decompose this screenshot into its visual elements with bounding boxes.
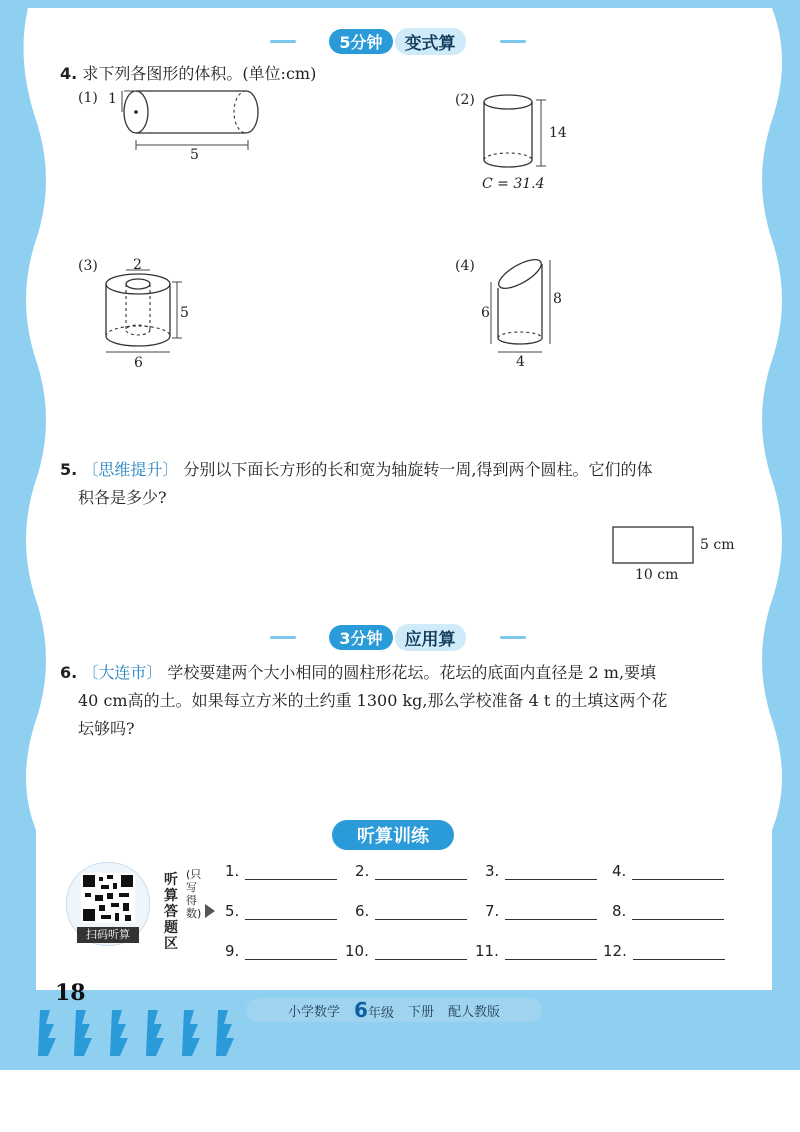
- question-number: 6.: [60, 663, 78, 682]
- question-6: [60, 659, 750, 743]
- question-text-line3: 坛够吗?: [78, 719, 135, 738]
- fig3-hollow-cylinder: [100, 268, 190, 360]
- q5-rectangle: [612, 526, 696, 566]
- question-5: [60, 456, 740, 512]
- fig2-height: 14: [549, 125, 567, 141]
- question-tag: 〔思维提升〕: [82, 460, 179, 479]
- q5-width-label: 5 cm: [700, 537, 735, 553]
- fig2-circumference: C = 31.4: [482, 176, 545, 192]
- fig3-inner: 2: [133, 257, 142, 273]
- answer-blank-7[interactable]: 7.: [485, 902, 597, 920]
- fig4-cut-cylinder: [488, 252, 568, 356]
- question-text-line1: 分别以下面长方形的长和宽为轴旋转一周,得到两个圆柱。它们的体: [183, 460, 653, 479]
- qr-caption: 扫码听算: [77, 927, 139, 943]
- fig4-tall: 8: [553, 291, 562, 307]
- footer-banner: [246, 998, 542, 1022]
- footer-grade: 年级: [367, 1006, 394, 1021]
- answer-blank-10[interactable]: 10.: [345, 942, 467, 960]
- banner-title: 应用算: [395, 624, 466, 651]
- banner-minutes: 3分钟: [329, 625, 392, 650]
- banner-dash-right: [500, 636, 526, 639]
- fig3-label: (3): [78, 258, 98, 274]
- question-text-line1: 学校要建两个大小相同的圆柱形花坛。花坛的底面内直径是 2 m,要填: [167, 663, 657, 682]
- answer-blank-8[interactable]: 8.: [612, 902, 724, 920]
- answer-blank-4[interactable]: 4.: [612, 862, 724, 880]
- answer-blank-1[interactable]: 1.: [225, 862, 337, 880]
- fig3-outer: 6: [134, 355, 143, 371]
- banner-minutes: 5分钟: [329, 29, 392, 54]
- qr-code-icon: [81, 873, 135, 923]
- listening-title: 听算训练: [332, 820, 454, 850]
- banner-dash-left: [270, 636, 296, 639]
- fig1-length: 5: [190, 147, 199, 163]
- footer-subject: 小学数学: [288, 1004, 341, 1020]
- banner-dash-right: [500, 40, 526, 43]
- q5-length-label: 10 cm: [635, 567, 679, 583]
- answer-blank-2[interactable]: 2.: [355, 862, 467, 880]
- qr-area[interactable]: [66, 862, 150, 946]
- footer-volume: 下册: [407, 1004, 434, 1020]
- answer-area-label: 听算答题区: [164, 872, 178, 952]
- page-number: 18: [55, 980, 86, 1006]
- question-text-line2: 40 cm高的土。如果每立方米的土约重 1300 kg,那么学校准备 4 t 的土填这两个花: [78, 691, 668, 710]
- question-tag: 〔大连市〕: [82, 663, 163, 682]
- arrow-right-icon: [205, 904, 215, 918]
- question-4: [60, 60, 316, 88]
- answer-blank-5[interactable]: 5.: [225, 902, 337, 920]
- banner-title: 变式算: [395, 28, 466, 55]
- fig1-cylinder: [110, 85, 270, 155]
- fig2-cylinder: [478, 90, 558, 172]
- banner-dash-left: [270, 40, 296, 43]
- section-banner-apply: [300, 624, 495, 650]
- answer-blank-3[interactable]: 3.: [485, 862, 597, 880]
- answer-note: (只写得数): [186, 868, 202, 920]
- fig4-diameter: 4: [516, 354, 525, 370]
- question-number: 5.: [60, 460, 78, 479]
- fig4-short: 6: [481, 305, 490, 321]
- fig1-radius: 1: [108, 91, 117, 107]
- question-text: 求下列各图形的体积。(单位:cm): [82, 64, 317, 83]
- answer-blank-11[interactable]: 11.: [475, 942, 597, 960]
- section-banner-variant: [300, 28, 495, 54]
- fig3-height: 5: [180, 305, 189, 321]
- footer-edition: 配人教版: [447, 1004, 500, 1020]
- footer-grade-number: 6: [354, 998, 368, 1022]
- fig2-label: (2): [455, 92, 475, 108]
- question-number: 4.: [60, 64, 78, 83]
- question-text-line2: 积各是多少?: [78, 488, 167, 507]
- fig1-label: (1): [78, 90, 98, 106]
- fig4-label: (4): [455, 258, 475, 274]
- answer-blank-9[interactable]: 9.: [225, 942, 337, 960]
- answer-blank-6[interactable]: 6.: [355, 902, 467, 920]
- answer-blank-12[interactable]: 12.: [603, 942, 725, 960]
